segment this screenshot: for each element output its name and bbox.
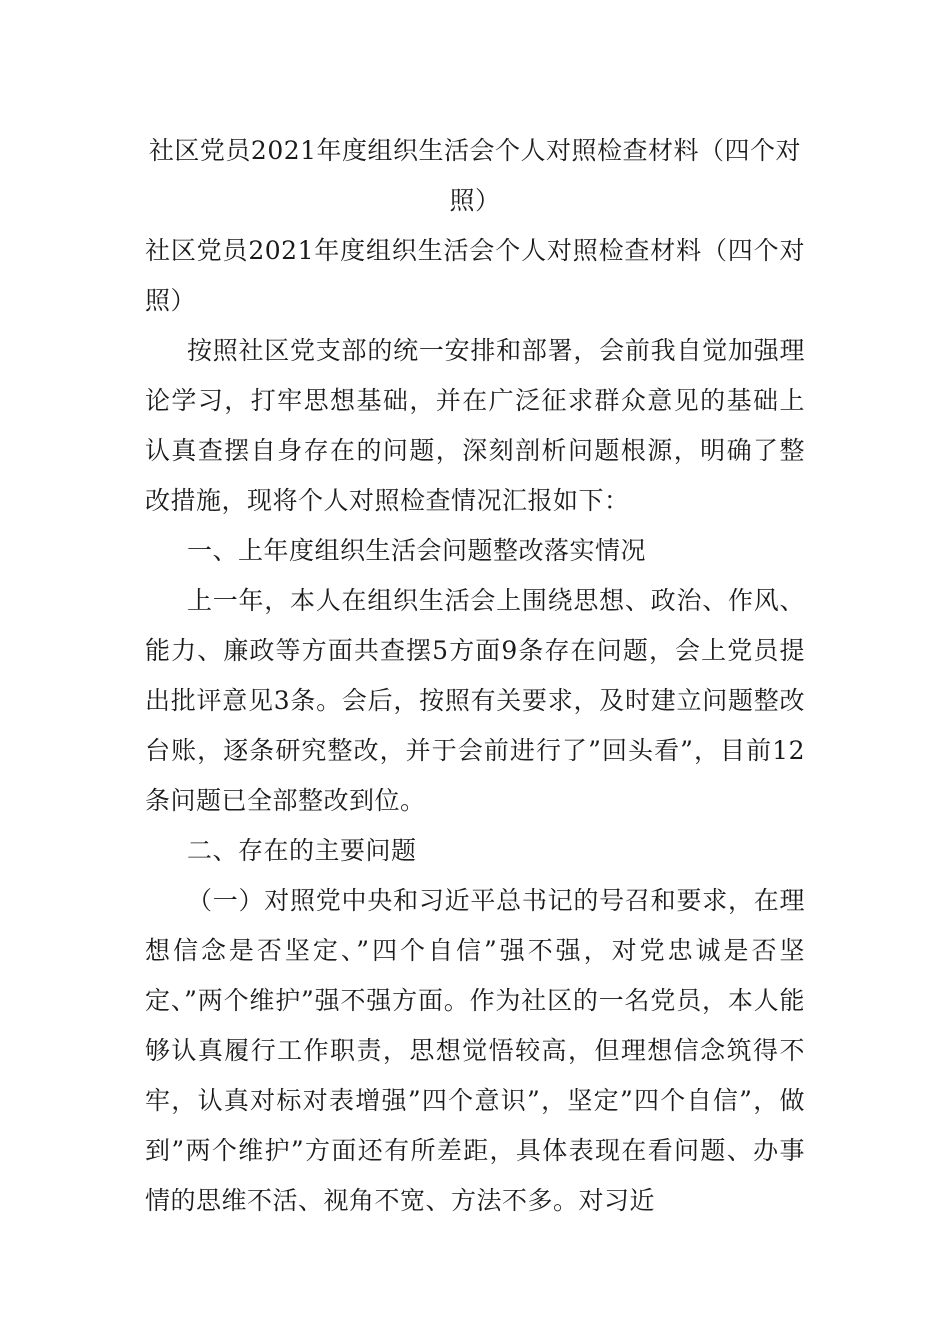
document-body xyxy=(145,126,805,1226)
section-1-paragraph: 上一年，本人在组织生活会上围绕思想、政治、作风、能力、廉政等方面共查摆5方面9条存在问题，会上党员提出批评意见3条。会后，按照有关要求，及时建立问题整改台账，逐条研究整改，并于会前进行了”回头看”，目前12条问题已全部整改到位。 xyxy=(145,586,805,815)
document-title: 社区党员2021年度组织生活会个人对照检查材料（四个对照） xyxy=(148,136,802,215)
section-2-paragraph: （一）对照党中央和习近平总书记的号召和要求，在理想信念是否坚定、”四个自信”强不强，对党忠诚是否坚定、”两个维护”强不强方面。作为社区的一名党员，本人能够认真履行工作职责，思想觉悟较高，但理想信念筑得不牢，认真对标对表增强”四个意识”，坚定”四个自信”，做到”两个维护”方面还有所差距，具体表现在看问题、办事情的思维不活、视角不宽、方法不多。对习近 xyxy=(145,886,805,1215)
document-subtitle: 社区党员2021年度组织生活会个人对照检查材料（四个对照） xyxy=(145,236,805,315)
intro-paragraph: 按照社区党支部的统一安排和部署，会前我自觉加强理论学习，打牢思想基础，并在广泛征求群众意见的基础上认真查摆自身存在的问题，深刻剖析问题根源，明确了整改措施，现将个人对照检查情况汇报如下： xyxy=(145,336,805,515)
section-2-heading: 二、存在的主要问题 xyxy=(187,836,417,865)
section-1-heading: 一、上年度组织生活会问题整改落实情况 xyxy=(187,536,647,565)
